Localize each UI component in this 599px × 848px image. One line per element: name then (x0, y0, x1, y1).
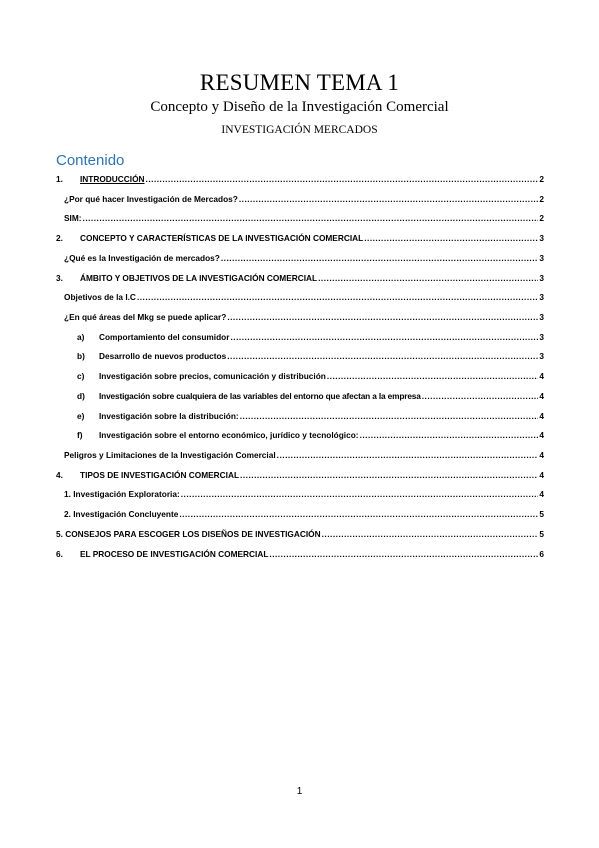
toc-entry-label: CONCEPTO Y CARACTERÍSTICAS DE LA INVESTIGACIÓN COMERCIAL (80, 233, 364, 243)
toc-entry-page: 4 (539, 371, 544, 381)
toc-entry-page: 3 (539, 233, 544, 243)
toc-entry[interactable] (77, 389, 544, 402)
toc-entry[interactable] (64, 290, 544, 303)
toc-entry-label: 1. Investigación Exploratoria: (64, 489, 180, 499)
toc-entry[interactable] (56, 547, 544, 560)
toc-leader (146, 174, 539, 185)
toc-entry-page: 2 (539, 194, 544, 204)
toc-entry[interactable] (64, 507, 544, 520)
toc-entry-label: ¿Por qué hacer Investigación de Mercados? (64, 194, 238, 204)
toc-entry-page: 3 (539, 332, 544, 342)
document-title: RESUMEN TEMA 1 (199, 70, 400, 95)
toc-entry-label: TIPOS DE INVESTIGACIÓN COMERCIAL (80, 470, 240, 480)
toc-entry-number: 6. (56, 549, 63, 559)
toc-entry[interactable] (64, 251, 544, 264)
toc-entry[interactable] (77, 349, 544, 362)
page-number: 1 (296, 786, 303, 797)
toc-entry-label: INTRODUCCIÓN (80, 174, 145, 184)
toc-entry[interactable] (56, 271, 544, 284)
toc-entry-number: a) (77, 332, 85, 342)
toc-entry-label: Investigación sobre el entorno económico, jurídico y tecnológico: (99, 430, 359, 440)
toc-leader (240, 470, 538, 481)
toc-entry-number: e) (77, 411, 85, 421)
toc-entry-label: Comportamiento del consumidor (99, 332, 230, 342)
course-name: INVESTIGACIÓN MERCADOS (221, 124, 378, 136)
toc-entry-page: 3 (539, 253, 544, 263)
toc-entry-page: 2 (539, 174, 544, 184)
toc-entry-page: 4 (539, 470, 544, 480)
toc-entry-page: 4 (539, 411, 544, 421)
toc-leader (322, 529, 539, 540)
toc-entry-number: d) (77, 391, 85, 401)
toc-leader (318, 273, 538, 284)
toc-entry-label: SIM: (64, 213, 82, 223)
toc-leader (269, 549, 538, 560)
toc-leader (137, 292, 538, 303)
toc-leader (227, 312, 538, 323)
toc-entry[interactable] (77, 369, 544, 382)
toc-entry-number: 3. (56, 273, 63, 283)
toc-entry-label: Investigación sobre cualquiera de las variables del entorno que afectan a la empresa (99, 391, 421, 401)
toc-leader (83, 213, 539, 224)
toc-leader (179, 509, 538, 520)
toc-entry-page: 3 (539, 273, 544, 283)
toc-entry[interactable] (64, 487, 544, 500)
toc-entry-page: 2 (539, 213, 544, 223)
toc-leader (230, 332, 538, 343)
toc-entry-page: 5 (539, 509, 544, 519)
toc-entry-page: 5 (539, 529, 544, 539)
toc-entry[interactable] (56, 527, 544, 540)
toc-leader (181, 489, 539, 500)
toc-entry-label: Objetivos de la I.C (64, 292, 136, 302)
toc-leader (422, 391, 539, 402)
toc-entry-label: 2. Investigación Concluyente (64, 509, 179, 519)
toc-leader (221, 253, 539, 264)
toc-entry-label: ÁMBITO Y OBJETIVOS DE LA INVESTIGACIÓN COMERCIAL (80, 273, 318, 283)
toc-entry-label: EL PROCESO DE INVESTIGACIÓN COMERCIAL (80, 549, 269, 559)
toc-entry[interactable] (64, 310, 544, 323)
toc-entry[interactable] (77, 409, 544, 422)
toc-entry-number: b) (77, 351, 85, 361)
toc-leader (327, 371, 539, 382)
toc-entry-page: 6 (539, 549, 544, 559)
toc-entry-page: 3 (539, 292, 544, 302)
toc-leader (360, 430, 539, 441)
toc-entry-label: Peligros y Limitaciones de la Investigación Comercial (64, 450, 276, 460)
toc-leader (364, 233, 538, 244)
toc-entry-number: 4. (56, 470, 63, 480)
toc-heading: Contenido (56, 152, 125, 169)
toc-entry-page: 4 (539, 391, 544, 401)
toc-leader (240, 411, 539, 422)
toc-entry-page: 4 (539, 450, 544, 460)
toc-entry-label: Desarrollo de nuevos productos (99, 351, 227, 361)
toc-entry[interactable] (56, 172, 544, 185)
toc-entry-label: Investigación sobre precios, comunicación y distribución (99, 371, 326, 381)
toc-entry[interactable] (77, 330, 544, 343)
toc-entry[interactable] (77, 428, 544, 441)
toc-entry-label: ¿En qué áreas del Mkg se puede aplicar? (64, 312, 227, 322)
toc-entry-label: 5. CONSEJOS PARA ESCOGER LOS DISEÑOS DE INVESTIGACIÓN (56, 529, 321, 539)
toc-entry[interactable] (56, 231, 544, 244)
toc-entry-number: c) (77, 371, 85, 381)
toc-entry-page: 3 (539, 351, 544, 361)
toc-leader (239, 194, 539, 205)
toc-entry-page: 4 (539, 430, 544, 440)
toc-entry[interactable] (64, 448, 544, 461)
toc-entry-page: 4 (539, 489, 544, 499)
toc-entry-number: f) (77, 430, 83, 440)
toc-entry[interactable] (64, 211, 544, 224)
toc-entry-label: Investigación sobre la distribución: (99, 411, 239, 421)
toc-entry-label: ¿Qué es la Investigación de mercados? (64, 253, 220, 263)
toc-leader (277, 450, 539, 461)
document-subtitle: Concepto y Diseño de la Investigación Comercial (150, 99, 449, 115)
toc-leader (227, 351, 538, 362)
toc-entry-number: 2. (56, 233, 63, 243)
toc-entry-page: 3 (539, 312, 544, 322)
toc-entry[interactable] (64, 192, 544, 205)
toc-entry-number: 1. (56, 174, 63, 184)
toc-entry[interactable] (56, 468, 544, 481)
